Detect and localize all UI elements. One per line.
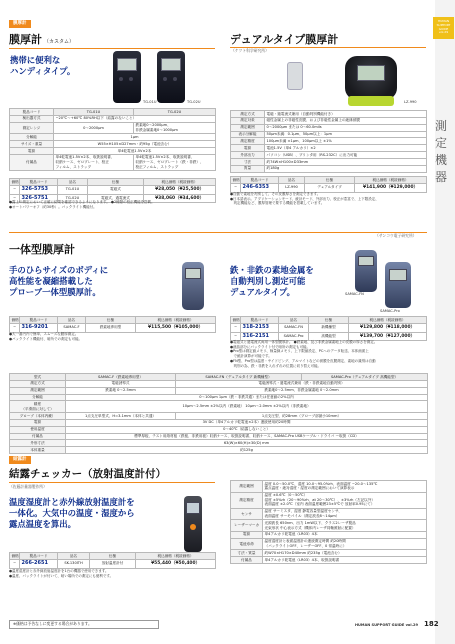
table-row <box>231 117 427 124</box>
table-row <box>10 412 428 419</box>
side-tab-char: 機 <box>435 153 448 167</box>
product-image-samac-fn <box>355 250 377 292</box>
section-subtitle: （ケツト科学研究所） <box>231 48 269 53</box>
price-cell: − <box>10 559 20 568</box>
table-cell: 0〜40℃（結露しないこと） <box>66 426 428 433</box>
table-cell: パソコン（USB）、プリンタ用（RS-232C）に出力可能 <box>265 152 427 159</box>
column-header: 税込価格（税抜価格） <box>144 179 216 186</box>
table-row <box>231 111 427 118</box>
table-row <box>10 374 428 381</box>
table-cell: 63(W)×60(H)×30(D) mm <box>66 440 428 447</box>
spec-cell: 鉄素地専用型 <box>86 323 136 332</box>
table-cell: 電磁・過電流式兼用（自動判別機能付き） <box>265 111 427 118</box>
product-code: 246-6353 <box>241 183 279 192</box>
note-line: で統計演算が可能です。 <box>230 354 272 359</box>
column-header: 製品コード <box>241 317 279 324</box>
column-header: 価格 <box>11 179 19 184</box>
table-row <box>10 147 216 154</box>
table-cell: 質量 <box>231 165 265 172</box>
table-row <box>10 141 216 148</box>
table-cell: 測定レンジ <box>10 122 54 134</box>
table-cell: 測定精度 <box>231 138 265 145</box>
table-row <box>231 183 427 192</box>
table-cell: 付属品 <box>10 154 54 170</box>
table-row <box>10 433 428 440</box>
table-cell: 寸法・質量 <box>231 550 263 557</box>
price-value: ¥38,060（¥34,600） <box>144 194 216 203</box>
table-header-row <box>231 177 427 184</box>
image-label: SAMAC-FN <box>345 292 364 296</box>
table-cell: 電源 <box>231 531 263 538</box>
table-row <box>231 138 427 145</box>
notes <box>9 569 215 578</box>
table-cell: プローブ（本体内蔵） <box>10 412 66 419</box>
table-cell: 約125g <box>66 447 428 454</box>
table-cell: 測定方式 <box>10 380 66 387</box>
product-table-samac-dual <box>230 316 427 341</box>
table-cell: 鉄素地0〜2.5mm、非鉄金属素地 0〜2.0mm <box>176 387 428 394</box>
table-cell: 表示分解能 <box>231 131 265 138</box>
spec-cell: 新機種型 <box>309 323 349 332</box>
table-header-row <box>10 553 216 560</box>
table-cell: 単4アルカリ乾電池（LR03）4本 <box>263 531 427 538</box>
column-header: 仕様 <box>88 179 144 186</box>
table-cell: 測定範囲 <box>231 124 265 131</box>
table-cell: 電池1.5V（単4 アルカリ）×2 <box>265 145 427 152</box>
table-cell: SAMAC-FN（デュアルタイプ 新機種型） <box>176 374 302 381</box>
table-cell: 0〜100μm 1μm（鉄・非鉄共通）または任意値の2%以内 <box>66 394 428 401</box>
table-cell: 電池寿命 <box>231 538 263 550</box>
product-table-lz990 <box>230 176 427 193</box>
table-cell: 寸法 <box>231 159 265 166</box>
section-tag: 膜厚計 <box>9 20 31 28</box>
table-row <box>231 165 427 172</box>
notes <box>230 192 430 206</box>
table-row <box>10 185 216 194</box>
model-cell: SAMAC-Pro <box>279 332 309 341</box>
page-number: 182 <box>424 620 439 628</box>
model-cell: SAMAC-FN <box>279 323 309 332</box>
price-value: ¥115,500（¥105,000） <box>136 323 216 332</box>
price-cell: − <box>231 332 241 341</box>
product-table-samac-f <box>9 316 216 333</box>
price-disclaimer: ※価格は予告なしに変更する場合があります。 <box>9 620 159 629</box>
table-cell: 測定精度 <box>231 492 263 508</box>
table-cell: 約74W×H100×D33mm <box>265 159 427 166</box>
guide-badge: HUMAN SUPPORT GUIDE vol.29 <box>433 17 454 39</box>
table-cell: 付属品 <box>10 433 66 440</box>
note-line: ●温度湿度計と赤外線放射温度計を1台の機器で使用できます。 <box>9 569 109 573</box>
model-cell: LZ-990 <box>279 183 305 192</box>
price-value: ¥55,440（¥50,400） <box>136 559 216 568</box>
table-cell: 単4アルカリ乾電池（LR03）4本、取扱説明書 <box>263 557 427 564</box>
table-cell: 100μm未満 ±1μm、100μm以上 ±1% <box>265 138 427 145</box>
table-cell: 0〜2000μm または 0〜60.0mils <box>265 124 427 131</box>
column-header: 品名 <box>279 317 309 324</box>
title-rule <box>9 48 215 49</box>
product-code: 316-9201 <box>20 323 58 332</box>
product-code: 318-2153 <box>241 323 279 332</box>
table-cell: 光源波長 650nm、出力 1mW以下、クラス2レーザ製品 光束形状 中心表示方式（機体内レーザ同軸照射に配置） <box>263 520 427 532</box>
spec-cell: 高機能型 <box>309 332 349 341</box>
price-cell: − <box>10 194 20 203</box>
note-line: ●電磁式と過電流式両用一体型膜厚計。 ●鉄素地、及び非鉄金属素地上の皮膜の厚さを測定。 <box>230 340 378 344</box>
notes <box>230 340 430 368</box>
product-image-lz990 <box>345 56 397 100</box>
price-cell: − <box>231 183 241 192</box>
product-code: 326-5751 <box>20 194 58 203</box>
table-row <box>10 447 428 454</box>
table-cell: サイズ・重量 <box>10 141 54 148</box>
section-title: 膜厚計 （カスタム） <box>9 33 75 46</box>
spec-cell: デュアルタイプ <box>305 183 355 192</box>
spec-table-lz990 <box>230 110 427 173</box>
table-cell: TG-01U <box>54 109 134 116</box>
section-tag: 結露計 <box>9 456 31 464</box>
image-label: TG-02U <box>187 100 201 104</box>
note-line: ●露上の測定において正確に結果を確認できるようになります。 ●2種類の校正機能を搭載。 <box>9 200 155 204</box>
table-cell: 分解能 <box>10 394 66 401</box>
spec-cell: 電磁式 <box>88 185 144 194</box>
column-header: 品名 <box>58 179 88 186</box>
section-divider <box>9 232 427 233</box>
column-header: 品名 <box>58 553 90 560</box>
image-label: SAMAC-Pro <box>380 309 400 313</box>
note-line: ●Pro型は測定値メモリ、検量線メモリ、上下限値設定、PCへのデータ転送、本体画面上 <box>230 349 369 354</box>
product-image-sk130ith <box>184 496 202 552</box>
note-line: 判定機能など、膜厚管理で要する機能を搭載しています。 <box>230 201 325 206</box>
table-cell: SAMAC-F（鉄素地専用型） <box>66 374 176 381</box>
table-cell: 1点支圧単型式、H=3.1mm（本体と共通） <box>66 412 176 419</box>
table-cell: 検出器方式 <box>10 115 54 122</box>
table-cell: W55×H105×D27mm・約95g（電池含む） <box>54 141 216 148</box>
table-row <box>231 520 427 532</box>
table-cell: 外部出力 <box>231 152 265 159</box>
table-header-row <box>10 179 216 186</box>
section-maker: （サンコウ電子研究所） <box>375 233 417 238</box>
image-label: LZ-990 <box>404 100 417 104</box>
column-header: 価格 <box>232 177 240 182</box>
model-cell: TG-01U <box>58 185 88 194</box>
table-cell: 電源 <box>10 147 54 154</box>
spec-cell: 電磁式、過電流式 <box>88 194 144 203</box>
table-row <box>10 134 216 141</box>
column-header: 品名 <box>279 177 305 184</box>
table-row <box>231 557 427 564</box>
table-row <box>10 115 216 122</box>
section-title: 一体型膜厚計 <box>9 243 75 256</box>
table-cell: 1点支圧型、約28mm（プローブ部最小10mm） <box>176 412 428 419</box>
spec-table-samac <box>9 373 428 454</box>
column-header: 税込価格（税抜価格） <box>355 177 427 184</box>
table-cell: 3V DC（単4アルカリ乾電池×2本）連続使用約20時間 <box>66 419 428 426</box>
table-row <box>10 122 216 134</box>
table-cell: 単4乾電池1.5V×2本、取扱説明書、 収納ケース、ゼロプレート（鉄・非鉄）、 校正フィルム、ストラップ <box>134 154 216 170</box>
side-tab <box>435 0 455 644</box>
table-row <box>231 492 427 508</box>
table-cell: 電源 <box>231 145 265 152</box>
table-row <box>231 323 427 332</box>
column-header: 仕様 <box>305 177 355 184</box>
table-row <box>10 419 428 426</box>
column-header: 仕様 <box>309 317 349 324</box>
table-cell: レーザーマーカ <box>231 520 263 532</box>
note-line: ●オートパワーオフ（約30秒）。バックライト機能付。 <box>9 204 97 209</box>
table-row <box>10 394 428 401</box>
table-row <box>231 159 427 166</box>
column-header: 税込価格（税抜価格） <box>136 553 216 560</box>
table-row <box>231 145 427 152</box>
table-row <box>231 481 427 493</box>
section-title: デュアルタイプ膜厚計 <box>230 33 339 46</box>
table-row <box>10 559 216 568</box>
table-cell: 付属品 <box>231 557 263 564</box>
column-header: 価格 <box>232 317 240 322</box>
product-code: 316-2151 <box>241 332 279 341</box>
table-cell: 測定範囲 <box>231 481 263 493</box>
column-header: 製品コード <box>20 179 58 186</box>
product-code: 266-2651 <box>20 559 58 568</box>
column-header: 仕様 <box>90 553 136 560</box>
catch-copy: 携帯に便利な ハンディタイプ。 <box>10 55 76 76</box>
note-line: ●日本語表示。アプリケーションモード、統計モード、外部出力、校正が豊富で、上下限設定、 <box>230 196 379 201</box>
table-cell: 標準厚板、テスト用紙材板（鉄板、非鉄用板）収納ケース、取扱説明書、収納ケース、SAMAC-Pro USBケーブル・ドライバ ー取扱（CD） <box>66 433 428 440</box>
table-cell: 温度湿度計と表面温度計の連続測定時間 約20時間 （バックライトOFF、レーザーOFF、0 常温時に） <box>263 538 427 550</box>
column-header: 価格 <box>11 317 19 322</box>
table-row <box>10 380 428 387</box>
note-line: ●FN型、Pro型は温度・サイドピング、アルマイトなどの被膜を皮膜測定、素地の識別は自動 <box>230 358 376 363</box>
table-cell: 測定方式 <box>231 111 265 118</box>
table-cell: 単4乾電池1.5V×2本、取扱説明書、 収納ケース、ゼロプレート、校正 フィルム、ストラップ <box>54 154 134 170</box>
table-header-row <box>231 317 427 324</box>
catch-copy: 鉄・非鉄の素地金属を 自動判別し測定可能 デュアルタイプ。 <box>230 265 314 297</box>
notes <box>9 332 215 341</box>
table-cell: 鉄素地0〜2000μm、 非鉄金属素地0〜1000μm <box>134 122 216 134</box>
product-code: 326-5753 <box>20 185 58 194</box>
product-table-sk130ith <box>9 552 216 569</box>
table-cell: −20℃〜+60℃ 80%RH以下（結露のないこと） <box>54 115 216 122</box>
table-row <box>10 440 428 447</box>
title-rule <box>230 47 426 48</box>
price-value: ¥28,050（¥25,500） <box>144 185 216 194</box>
section-title: 結露チェッカー（放射温度計付） <box>9 468 167 480</box>
spec-cell: 放射温度計付 <box>90 559 136 568</box>
table-cell: 電源 <box>10 419 66 426</box>
table-cell: 約180g <box>265 165 427 172</box>
image-label: TG-01U <box>143 100 157 104</box>
column-header: 品名 <box>58 317 86 324</box>
table-cell: 10μm〜2.5mm ±2%以内（鉄素地） 10μm〜2.0mm ±2%以内（非鉄素地） <box>66 401 428 413</box>
table-row <box>231 124 427 131</box>
table-cell: TG-02U <box>134 109 216 116</box>
table-cell: 電磁誘導式 <box>66 380 176 387</box>
table-cell: 分解能 <box>10 134 54 141</box>
table-cell: 1μm <box>54 134 216 141</box>
device-base <box>348 96 394 106</box>
table-cell: 温度 サーミスタ、湿度 静電容量型温度センサ、 表面温度 サーモパイル（測定波長8〜14μm） <box>263 508 427 520</box>
price-value: ¥139,700（¥127,000） <box>349 332 427 341</box>
side-tab-char: 定 <box>435 136 448 150</box>
table-cell: 磁性金属上の非磁性皮膜、および非磁性金属上の絶縁被膜 <box>265 117 427 124</box>
table-cell: 電磁誘導式・過電流式兼用（鉄・非鉄素地自動判別） <box>176 380 428 387</box>
column-header: 価格 <box>11 553 19 558</box>
spec-table-sk130ith <box>230 480 427 564</box>
table-cell: 温度 ±0.6℃（0〜50℃） 湿度 ±5%rh（20〜90%rh、at 20〜30℃）、±3%rh（左記以外） 表面温度 ±2.0℃（室内 表面温度範囲23±5℃で 放射率0.95にて） <box>263 492 427 508</box>
probe-image <box>287 62 303 90</box>
title-rule <box>9 482 215 483</box>
price-value: ¥141,900（¥129,000） <box>355 183 427 192</box>
model-cell: SAMAC-F <box>58 323 86 332</box>
table-row <box>10 109 216 116</box>
product-image-samac-f <box>182 262 204 310</box>
side-tab-char: 測 <box>435 119 448 133</box>
table-row <box>10 154 216 170</box>
table-cell: 0〜2000μm <box>54 122 134 134</box>
product-image-samac-pro <box>385 262 411 308</box>
column-header: 税込価格（税抜価格） <box>136 317 216 324</box>
table-cell: 50μm未満：0.1μm、50μm以上：1μm <box>265 131 427 138</box>
table-header-row <box>10 317 216 324</box>
price-cell: − <box>231 323 241 332</box>
table-cell: 鉄素地 0〜2.5mm <box>66 387 176 394</box>
table-cell: 単4乾電池1.5V×2本 <box>54 147 216 154</box>
column-header: 製品コード <box>241 177 279 184</box>
model-cell: SK-130ITH <box>58 559 90 568</box>
table-row <box>10 401 428 413</box>
note-line: ●自動で素地を判別して、その皮膜厚さを測定できます。 <box>230 192 321 196</box>
table-cell: 精度 （平滑面に対して） <box>10 401 66 413</box>
table-row <box>10 426 428 433</box>
column-header: 製品コード <box>20 317 58 324</box>
catch-copy: 手のひらサイズのボディに 高性能を凝縮搭載した プローブ一体型膜厚計。 <box>9 265 109 297</box>
column-header: 税込価格（税抜価格） <box>349 317 427 324</box>
table-cell: 測定範囲 <box>10 387 66 394</box>
table-row <box>231 538 427 550</box>
table-cell: 製品コード <box>10 109 54 116</box>
column-header: 製品コード <box>20 553 58 560</box>
note-line: ●大一番円内で簡単、スムーズな膜厚測定。 <box>9 332 79 336</box>
price-cell: − <box>10 185 20 194</box>
table-row <box>231 550 427 557</box>
table-row <box>231 152 427 159</box>
price-cell: − <box>10 323 20 332</box>
note-line: ●液晶部分にバックライト付で暗所の測定も可能。 <box>230 344 310 349</box>
table-cell: センサ <box>231 508 263 520</box>
product-image-tg02u <box>157 51 185 103</box>
catch-copy: 温度湿度計と赤外線放射温度計を 一体化。大気中の温度・湿度から 露点温度を算出。 <box>9 497 135 529</box>
table-cell: 使用温度 <box>10 426 66 433</box>
note-line: ●バックライト機能付、暗所での測定も可能。 <box>9 336 82 341</box>
table-cell: 測定対象 <box>231 117 265 124</box>
notes <box>9 200 219 209</box>
table-row <box>10 387 428 394</box>
table-row <box>231 531 427 538</box>
note-line: 判別の為、鉄・非鉄を入れずれの位置に切り替え可能。 <box>230 363 321 368</box>
product-image-tg01u <box>113 51 141 103</box>
model-cell: TG-02U <box>58 194 88 203</box>
table-cell: 約W70×H170×D40mm 約235g（電池含む） <box>263 550 427 557</box>
column-header: 仕様 <box>86 317 136 324</box>
table-cell: SAMAC-Pro（デュアルタイプ 高機能型） <box>302 374 428 381</box>
table-cell: 型式 <box>10 374 66 381</box>
side-tab-char: 器 <box>435 170 448 184</box>
price-value: ¥129,800（¥118,000） <box>349 323 427 332</box>
section-subtitle: （佐藤計量器製作所） <box>9 484 47 489</box>
spec-table-tg <box>9 108 216 171</box>
table-cell: 本体重量 <box>10 447 66 454</box>
table-row <box>10 323 216 332</box>
table-row <box>231 508 427 520</box>
table-cell: 温度 0.0〜50.0℃、湿度 10.0〜95.0%rh、表面温度 −20.0〜135℃ 露点温度・絶対湿度・湿度の測定範囲において演算表示 <box>263 481 427 493</box>
table-cell: 外形寸法 <box>10 440 66 447</box>
table-row <box>231 131 427 138</box>
footer-guide: HUMAN SUPPORT GUIDE vol.29 <box>355 623 418 627</box>
note-line: ●温度、パックライトが付いて、暗い場所での測定にも便利です。 <box>9 573 114 578</box>
